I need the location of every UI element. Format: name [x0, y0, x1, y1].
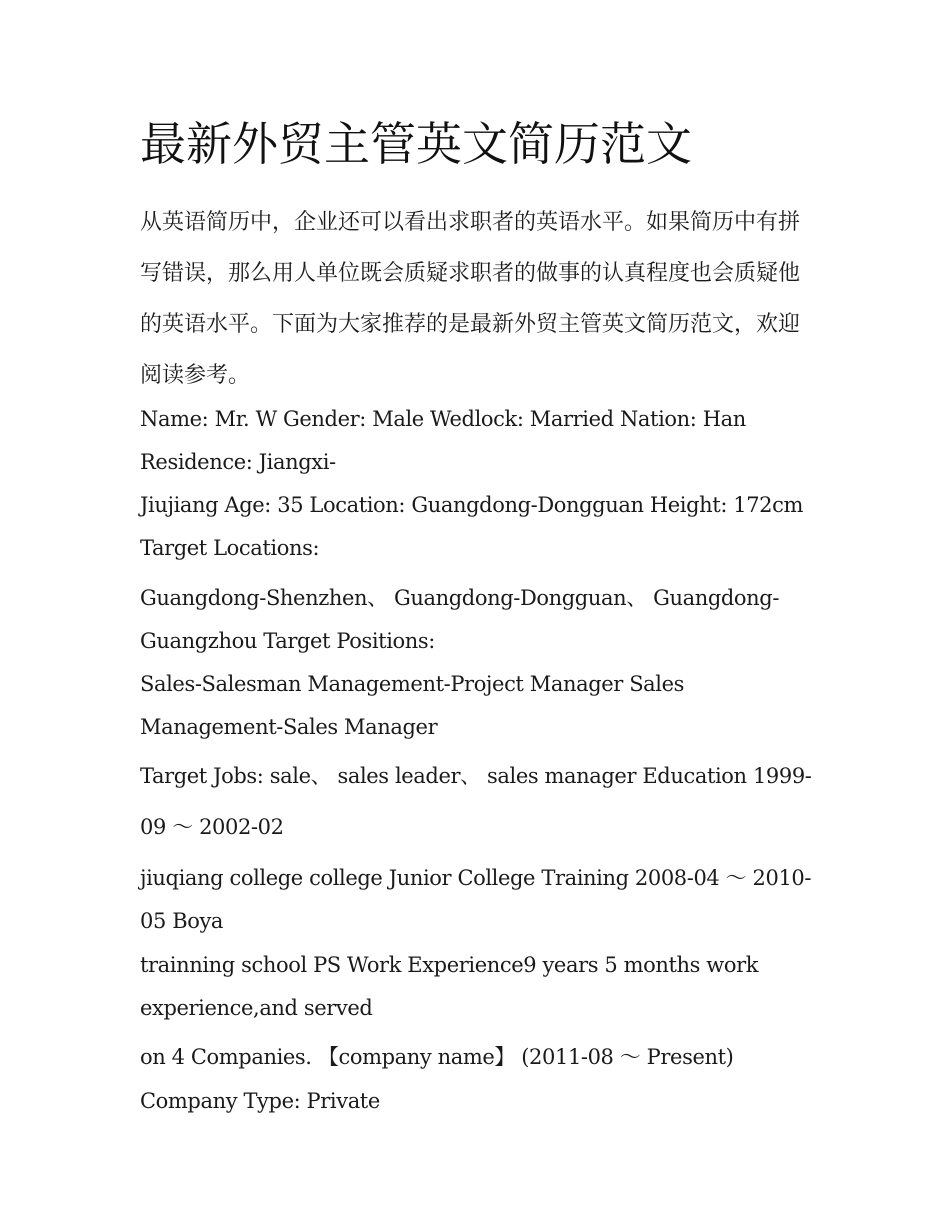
resume-line: 05 Boya	[140, 909, 224, 933]
resume-line: Company Type: Private	[140, 1089, 380, 1113]
document-title: 最新外贸主管英文简历范文	[140, 117, 692, 171]
resume-line: Name: Mr. W Gender: Male Wedlock: Married Nation: Han	[140, 407, 746, 431]
resume-line: Management-Sales Manager	[140, 715, 438, 739]
resume-line: Sales-Salesman Management-Project Manager Sales	[140, 672, 685, 696]
intro-paragraph: 从英语简历中，企业还可以看出求职者的英语水平。如果简历中有拼写错误，那么用人单位既会质疑求职者的做事的认真程度也会质疑他的英语水平。下面为大家推荐的是最新外贸主管英文简历范文，欢迎阅读参考。	[140, 210, 801, 388]
resume-line: on 4 Companies. 【company name】 (2011-08 ～ Present)	[140, 1045, 734, 1069]
resume-line: experience,and served	[140, 996, 373, 1020]
resume-line: Target Locations:	[140, 536, 320, 560]
resume-line: trainning school PS Work Experience9 years 5 months work	[140, 953, 759, 977]
resume-line: Residence: Jiangxi-	[140, 450, 336, 474]
resume-line: jiuqiang college college Junior College Training 2008-04 ～ 2010-	[140, 866, 812, 890]
resume-line: Target Jobs: sale、 sales leader、 sales manager Education 1999-	[140, 764, 812, 788]
resume-line: 09 ～ 2002-02	[140, 815, 284, 839]
resume-line: Guangzhou Target Positions:	[140, 629, 435, 653]
resume-line: Jiujiang Age: 35 Location: Guangdong-Dongguan Height: 172cm	[140, 493, 804, 517]
resume-line: Guangdong-Shenzhen、 Guangdong-Dongguan、 Guangdong-	[140, 586, 780, 610]
